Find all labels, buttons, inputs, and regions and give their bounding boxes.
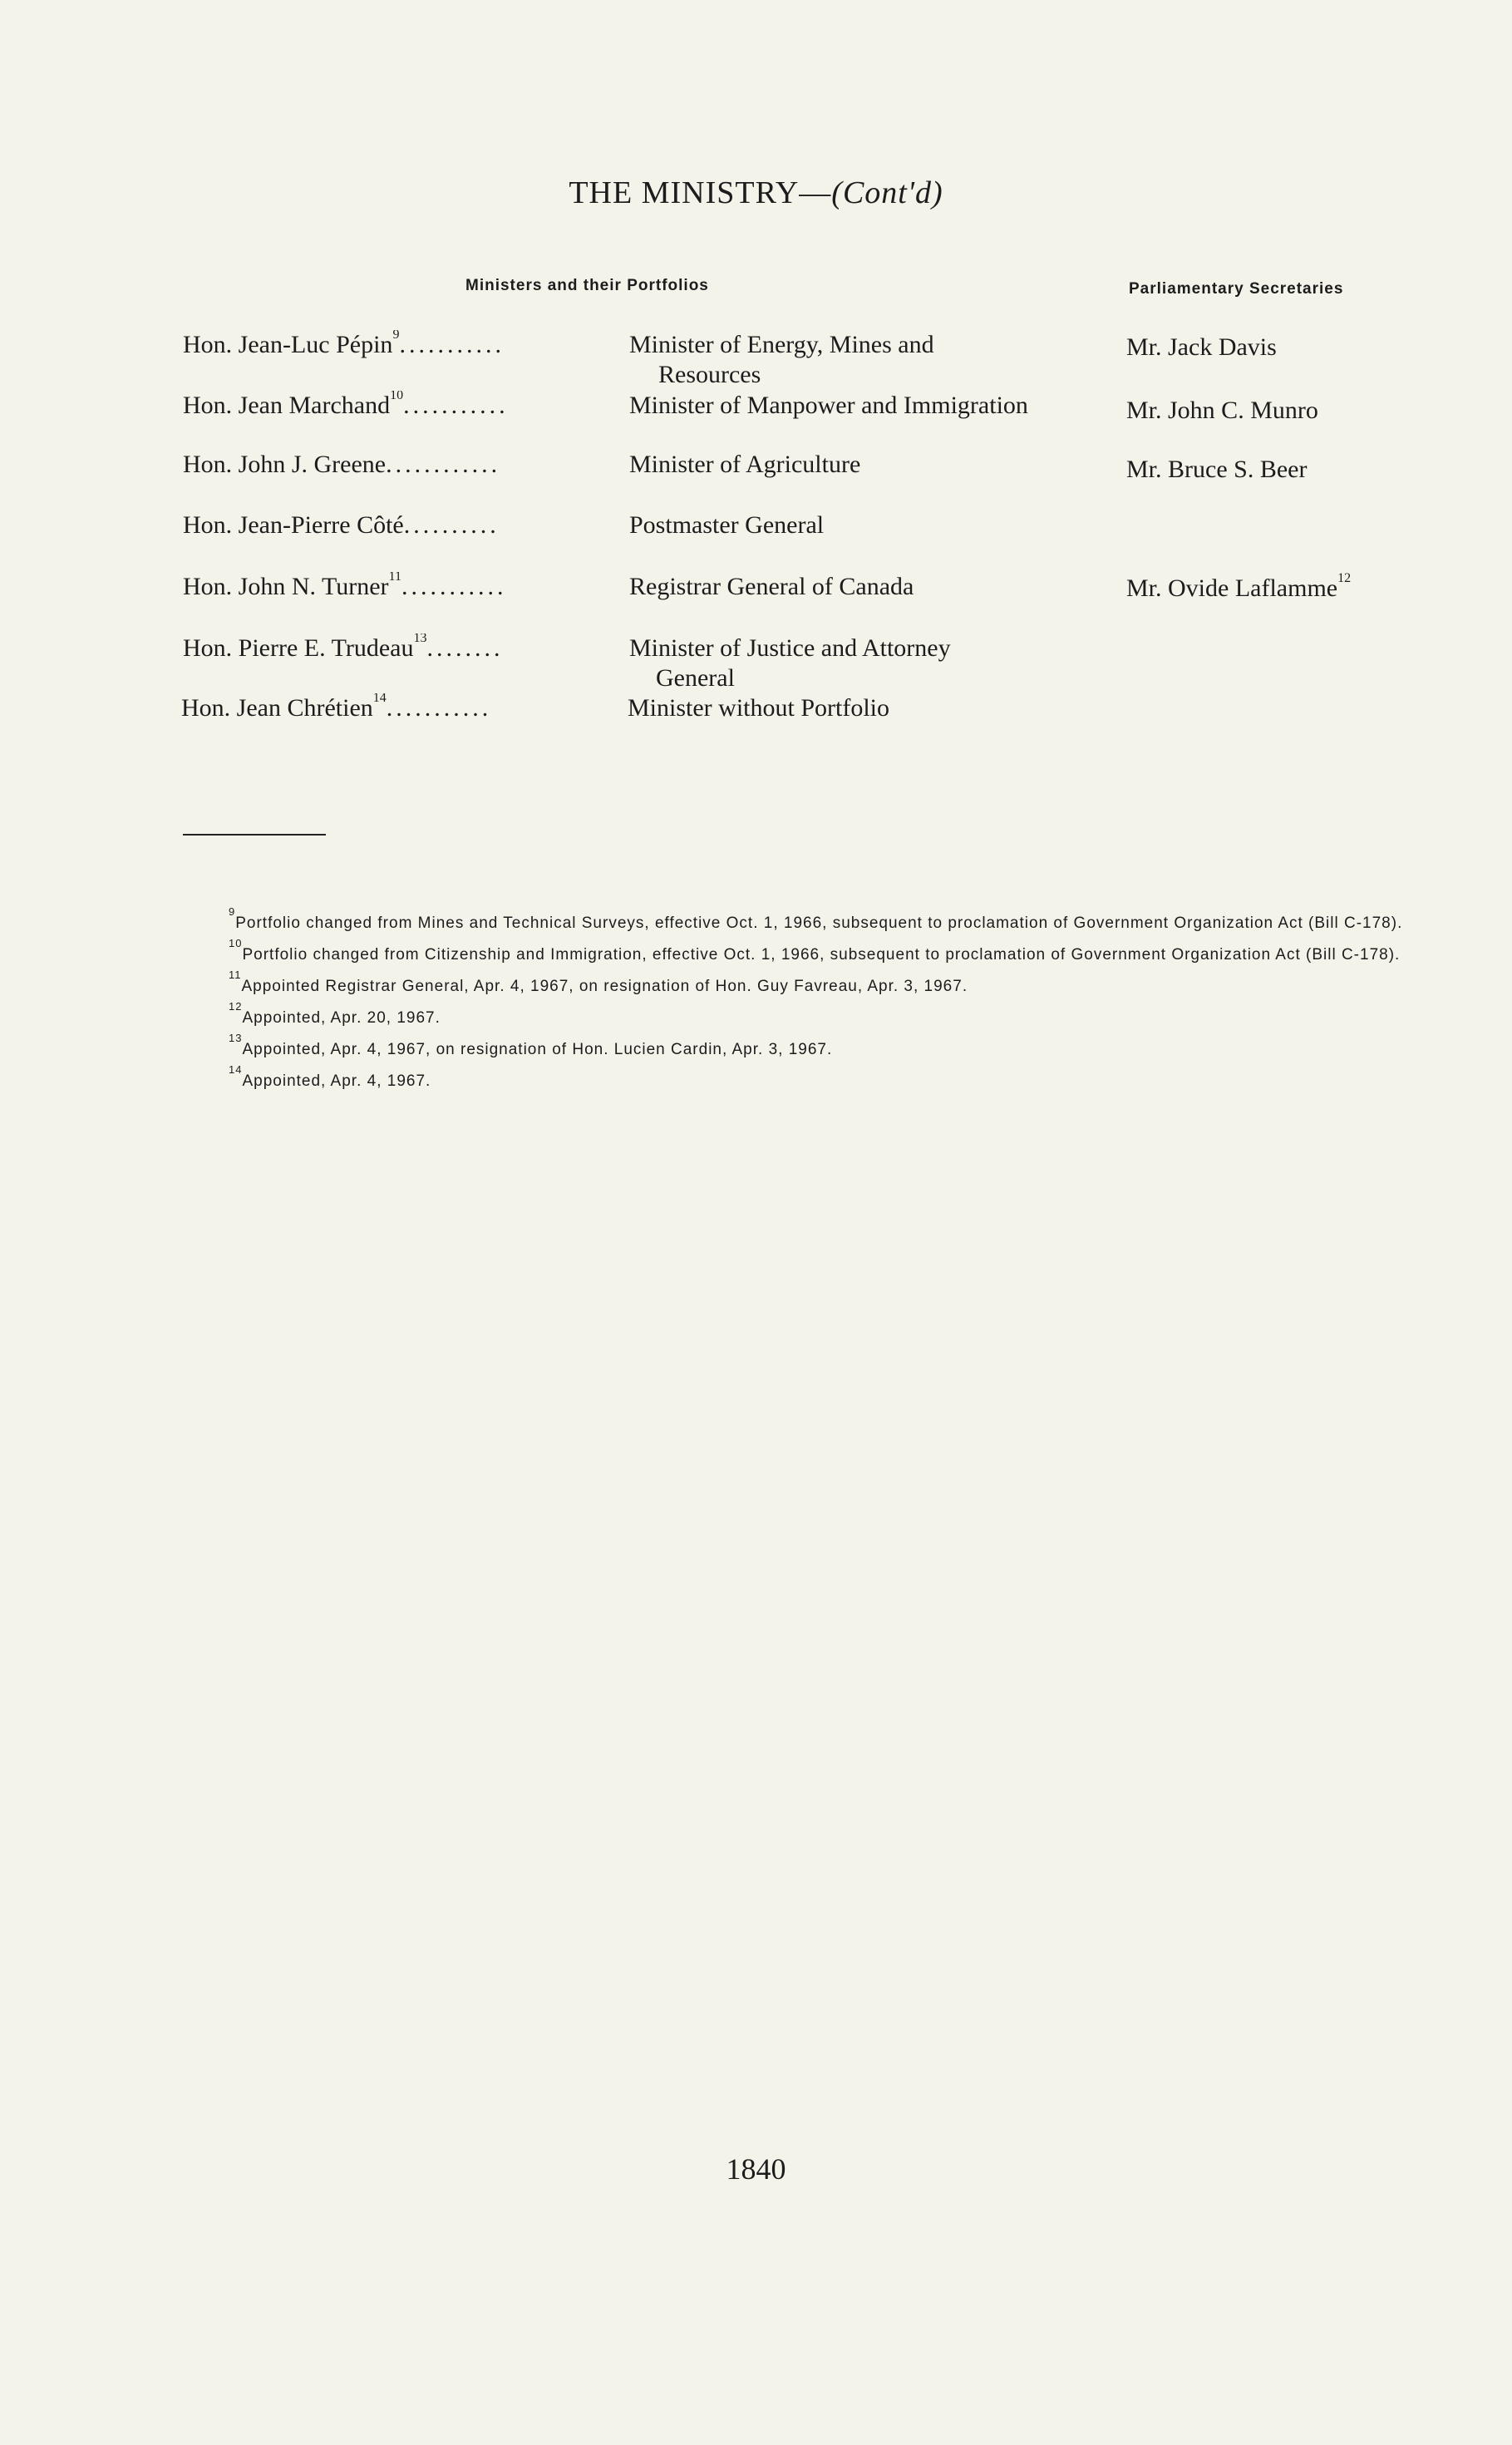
minister-portfolio: Registrar General of Canada <box>629 573 914 600</box>
footnote: $^{14}$Appointed, Apr. 4, 1967. <box>229 1063 431 1090</box>
minister-name: Hon. Jean Marchand$^{10}$........... <box>183 391 509 419</box>
parliamentary-secretary: Mr. Jack Davis <box>1126 333 1277 361</box>
footnote: $^{13}$Appointed, Apr. 4, 1967, on resignation of Hon. Lucien Cardin, Apr. 3, 1967. <box>229 1032 833 1058</box>
parliamentary-secretary: Mr. John C. Munro <box>1126 397 1318 424</box>
minister-name: Hon. Pierre E. Trudeau$^{13}$........ <box>183 633 504 662</box>
title-continued: (Cont'd) <box>831 175 943 210</box>
minister-portfolio: Minister of Agriculture <box>629 451 861 478</box>
minister-portfolio: Minister without Portfolio <box>628 694 889 722</box>
minister-name: Hon. John N. Turner$^{11}$........... <box>183 572 507 600</box>
footnote: $^{10}$Portfolio changed from Citizenship and Immigration, effective Oct. 1, 1966, subsequent to proclamation of Government Organization Act (Bill C-178). <box>229 937 1401 964</box>
minister-name: Hon. John J. Greene............ <box>183 451 501 478</box>
ministers-column-heading: Ministers and their Portfolios <box>465 277 709 294</box>
page-title <box>0 175 1512 211</box>
footnotes <box>204 905 1434 1098</box>
minister-portfolio: Minister of Energy, Mines and Resources <box>629 331 934 388</box>
footnote: $^{12}$Appointed, Apr. 20, 1967. <box>229 1000 441 1027</box>
secretaries-column-heading: Parliamentary Secretaries <box>1129 280 1344 298</box>
minister-portfolio: Minister of Justice and Attorney General <box>629 634 951 692</box>
parliamentary-secretary: Mr. Bruce S. Beer <box>1126 456 1308 483</box>
footnote: $^9$Portfolio changed from Mines and Technical Surveys, effective Oct. 1, 1966, subsequent to proclamation of Government Organization Act (Bill C-178). <box>229 905 1403 932</box>
footnote: $^{11}$Appointed Registrar General, Apr. 4, 1967, on resignation of Hon. Guy Favreau, Apr. 3, 1967. <box>229 969 968 995</box>
minister-portfolio: Postmaster General <box>629 511 825 539</box>
minister-portfolio: Minister of Manpower and Immigration <box>629 392 1028 419</box>
minister-name: Hon. Jean-Luc Pépin$^9$........... <box>183 330 505 358</box>
title-main: THE MINISTRY— <box>569 175 832 210</box>
footnote-divider <box>183 834 326 836</box>
minister-name: Hon. Jean Chrétien$^{14}$........... <box>181 693 492 722</box>
page-number: 1840 <box>726 2152 786 2186</box>
minister-name: Hon. Jean-Pierre Côté.......... <box>183 511 500 539</box>
parliamentary-secretary: Mr. Ovide Laflamme$^{12}$ <box>1126 571 1352 602</box>
